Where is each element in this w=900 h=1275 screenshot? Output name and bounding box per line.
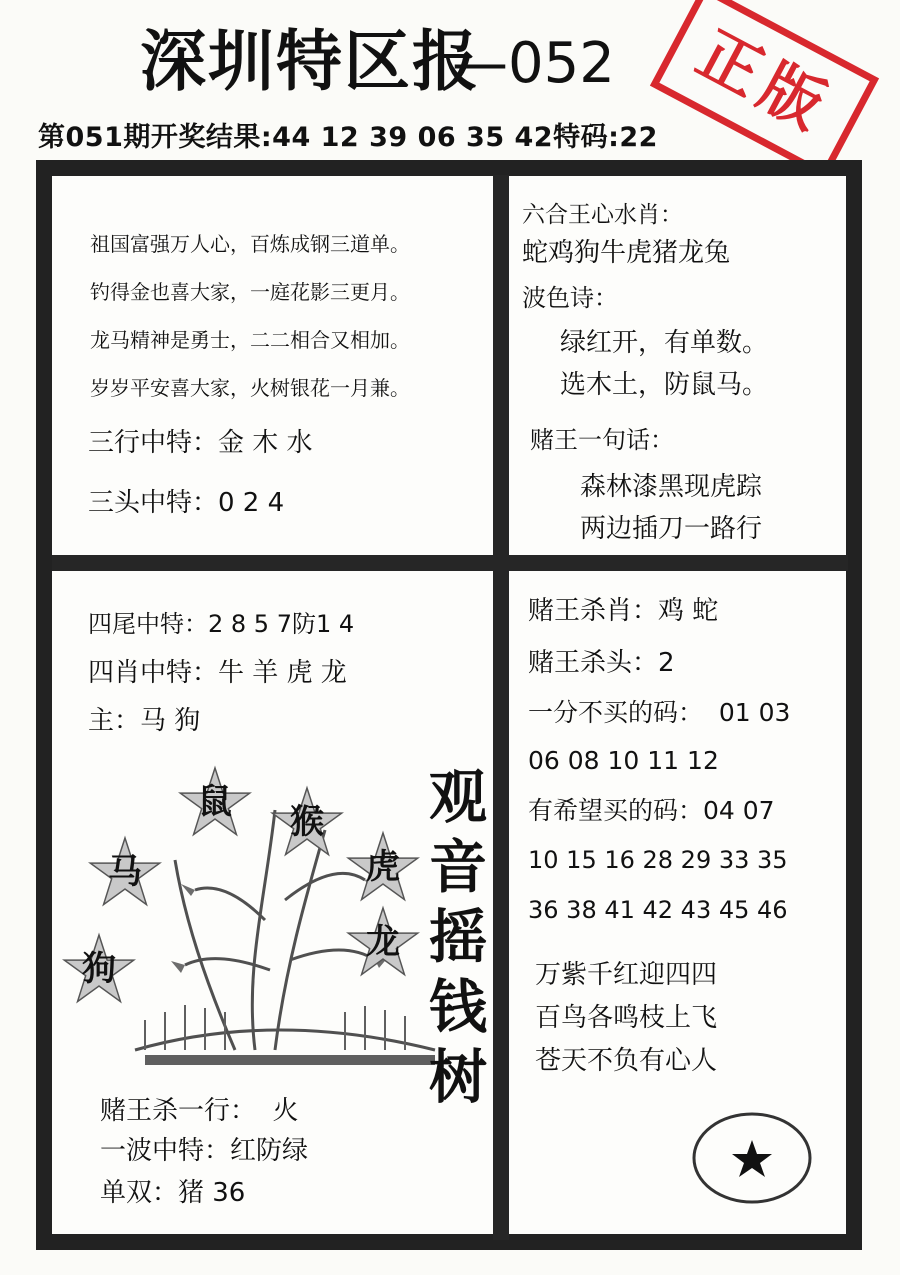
star-tiger — [346, 830, 420, 904]
star-label: 鼠 — [198, 782, 232, 822]
star-horse — [88, 835, 162, 909]
star-rat — [178, 765, 252, 839]
star-dragon — [346, 905, 420, 979]
poem-line: 祖国富强万人心，百炼成钢三道单。 — [90, 232, 410, 256]
star-label: 猴 — [290, 802, 324, 842]
poem-line: 钓得金也喜大家，一庭花影三更月。 — [90, 280, 410, 304]
vertical-title: 观音摇钱树 — [428, 763, 487, 1111]
star-dog — [62, 932, 136, 1006]
no-buy-title: 一分不买的码： 01 03 — [528, 698, 791, 727]
poem-line: 岁岁平安喜大家，火树银花一月兼。 — [90, 376, 410, 400]
four-xiao-tip: 四肖中特：牛 羊 虎 龙 — [88, 658, 347, 688]
bose-title: 波色诗： — [522, 284, 618, 312]
hope-numbers: 10 15 16 28 29 33 35 — [528, 846, 788, 874]
draw-result: 第051期开奖结果:44 12 39 06 35 42特码:22 — [38, 122, 658, 153]
star-monkey — [270, 785, 344, 859]
star-label: 狗 — [82, 949, 116, 989]
newspaper-title: 深圳特区报 — [140, 22, 480, 100]
poem-block — [90, 220, 410, 412]
star-label: 龙 — [366, 922, 400, 962]
kill-xiao: 赌王杀肖：鸡 蛇 — [528, 596, 719, 626]
genuine-stamp: 正版 — [650, 0, 879, 179]
issue-number: —052 — [452, 31, 615, 96]
star-label: 虎 — [366, 847, 400, 887]
odd-even-tip: 单双：猪 36 — [100, 1178, 246, 1208]
horizontal-divider — [52, 555, 848, 571]
duwang-line: 两边插刀一路行 — [580, 514, 763, 544]
hope-numbers: 36 38 41 42 43 45 46 — [528, 896, 788, 924]
star-label: 马 — [108, 852, 142, 892]
duwang-line: 森林漆黑现虎踪 — [580, 472, 763, 502]
notary-seal — [690, 1110, 814, 1206]
hope-title: 有希望买的码：04 07 — [528, 796, 775, 825]
xiao-title: 六合王心水肖： — [522, 202, 683, 228]
heads-tip: 三头中特：0 2 4 — [88, 488, 285, 518]
star-icon — [732, 1140, 772, 1177]
wuxing-tip: 三行中特：金 木 水 — [88, 428, 313, 458]
verse-line: 苍天不负有心人 — [535, 1046, 718, 1076]
main-xiao-tip: 主：马 狗 — [88, 706, 201, 736]
poem-line: 龙马精神是勇士，二二相合又相加。 — [90, 328, 410, 352]
duwang-title: 赌王一句话： — [530, 426, 674, 454]
tails-tip: 四尾中特：2 8 5 7防1 4 — [88, 610, 355, 638]
kill-element: 赌王杀一行： 火 — [100, 1096, 299, 1126]
kill-head: 赌王杀头：2 — [528, 648, 675, 678]
bose-line: 选木土，防鼠马。 — [560, 370, 769, 400]
verse-line: 百鸟各鸣枝上飞 — [535, 1003, 718, 1033]
wave-tip: 一波中特：红防绿 — [100, 1136, 309, 1166]
xiao-list: 蛇鸡狗牛虎猪龙兔 — [522, 238, 731, 268]
verse-line: 万紫千红迎四四 — [535, 960, 718, 990]
no-buy-numbers: 06 08 10 11 12 — [528, 746, 719, 775]
bose-line: 绿红开，有单数。 — [560, 328, 769, 358]
